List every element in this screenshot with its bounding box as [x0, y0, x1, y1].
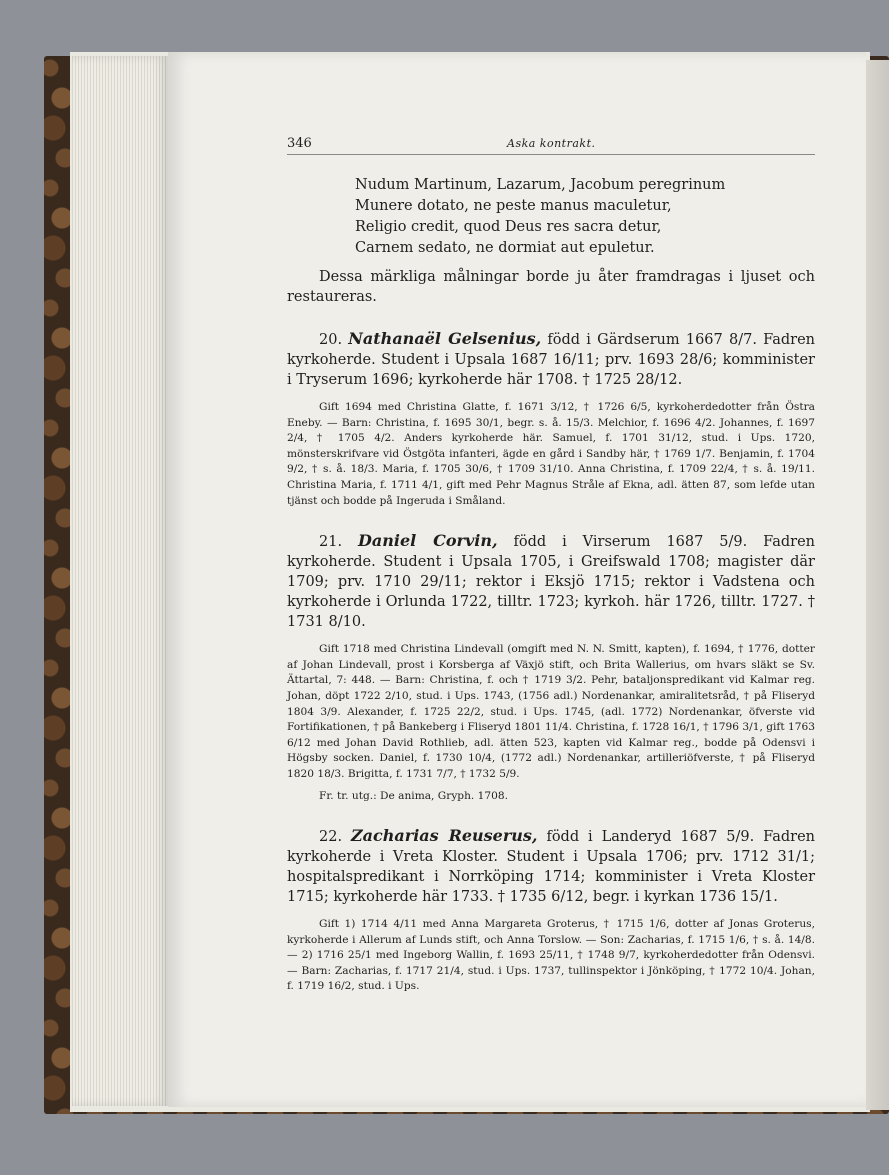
- entry-name: Zacharias Reuserus,: [351, 826, 538, 846]
- verse-line: Munere dotato, ne peste manus maculetur,: [355, 198, 672, 214]
- running-header: [287, 132, 815, 155]
- right-page-edge: [866, 60, 889, 1110]
- entry-21-works: Fr. tr. utg.: De anima, Gryph. 1708.: [319, 789, 508, 802]
- entry-name: Nathanaël Gelsenius,: [348, 329, 542, 348]
- intro-paragraph: Dessa märkliga målningar borde ju åter framdragas i ljuset och restaureras.: [287, 269, 815, 305]
- entry-22-main: [287, 826, 815, 907]
- page-text: [287, 132, 815, 995]
- entry-22-note: Gift 1) 1714 4/11 med Anna Margareta Groterus, † 1715 1/6, dotter af Jonas Groterus, kyrkoherde i Allerum af Lunds stift, och Anna Torslow. — Son: Zacharias, f. 1715 1/6, † s. å. 14/8. — 2) 1716 25/1 med Ingeborg Wallin, f. 1693 25/11, † 1748 9/7, kyrkoherdedotter från Odensvi. — Barn: Zacharias, f. 1717 21/4, stud. i Ups. 1737, tullinspektor i Jönköping, † 1772 10/4. Johan, f. 1719 16/2, stud. i Ups.: [287, 918, 815, 993]
- entry-20-main: [287, 329, 815, 390]
- entry-21-note: Gift 1718 med Christina Lindevall (omgift med N. N. Smitt, kapten), f. 1694, † 1776, dotter af Johan Lindevall, prost i Korsberga af Växjö stift, och Brita Wallerius, om hvars släkt se Sv. Ättartal, 7: 448. — Barn: Christina, f. och † 1719 3/2. Pehr, bataljonspredikant vid Kalmar reg. Johan, döpt 1722 2/10, stud. i Ups. 1743, (1756 adl.) Nordenankar, amiralitetsråd, † på Fliseryd 1804 3/9. Alexander, f. 1725 22/2, stud. i Ups. 1745, (adl. 1772) Nordenankar, öfverste vid Fortifikationen, † på Bankeberg i Fliseryd 1801 11/4. Christina, f. 1728 16/1, † 1796 3/1, gift 1763 6/12 med Johan David Rothlieb, adl. ätten 523, kapten vid Kalmar reg., bodde på Odensvi i Högsby socken. Daniel, f. 1730 10/4, (1772 adl.) Nordenankar, artilleriöfverste, † på Fliseryd 1820 18/3. Brigitta, f. 1731 7/7, † 1732 5/9.: [287, 643, 815, 780]
- entry-number: 21.: [319, 534, 343, 551]
- page-number: 346: [287, 136, 312, 151]
- entry-text: född i Gärdserum 1667 8/7. Fadren kyrkoherde. Student i Upsala 1687 16/11; prv. 1693 28/6; komminister i Tryserum 1696; kyrkoherde här 1708. † 1725 28/12.: [287, 332, 816, 388]
- entry-20-note: Gift 1694 med Christina Glatte, f. 1671 3/12, † 1726 6/5, kyrkoherdedotter från Östra Eneby. — Barn: Christina, f. 1695 30/1, begr. s. å. 15/3. Melchior, f. 1696 4/2. Johannes, f. 1697 2/4, † 1705 4/2. Anders kyrkoherde här. Samuel, f. 1701 31/12, stud. i Ups. 1720, mönsterskrifvare vid Östgöta infanteri, ägde en gård i Sandby här, † 1769 1/7. Benjamin, f. 1704 9/2, † s. å. 18/3. Maria, f. 1705 30/6, † 1709 31/10. Anna Christina, f. 1709 22/4, † s. å. 19/11. Christina Maria, f. 1711 4/1, gift med Pehr Magnus Stråle af Ekna, adl. ätten 87, som lefde utan tjänst och bodde på Ingeruda i Småland.: [287, 401, 815, 507]
- entry-text: född i Virserum 1687 5/9. Fadren kyrkoherde. Student i Upsala 1705, i Greifswald 1708; magister där 1709; prv. 1710 29/11; rektor i Eksjö 1715; rektor i Vadstena och kyrkoherde i Orlunda 1722, tilltr. 1723; kyrkoh. här 1726, tilltr. 1727. † 1731 8/10.: [287, 534, 816, 631]
- verse-line: Nudum Martinum, Lazarum, Jacobum peregrinum: [355, 177, 726, 193]
- entry-text: född i Landeryd 1687 5/9. Fadren kyrkoherde i Vreta Kloster. Student i Upsala 1706; prv. 1712 31/1; hospitalspredikant i Norrköping 1714; komminister i Vreta Kloster 1715; kyrkoherde här 1733. † 1735 6/12, begr. i kyrkan 1736 15/1.: [287, 829, 815, 906]
- latin-verse: [355, 175, 815, 259]
- verse-line: Carnem sedato, ne dormiat aut epuletur.: [355, 240, 655, 256]
- verse-line: Religio credit, quod Deus res sacra detur,: [355, 219, 662, 235]
- entry-number: 22.: [319, 829, 343, 846]
- entry-name: Daniel Corvin,: [358, 531, 498, 551]
- running-title: Aska kontrakt.: [507, 137, 596, 150]
- page-edges: [72, 56, 170, 1106]
- entry-21-main: [287, 531, 815, 632]
- entry-number: 20.: [319, 332, 343, 348]
